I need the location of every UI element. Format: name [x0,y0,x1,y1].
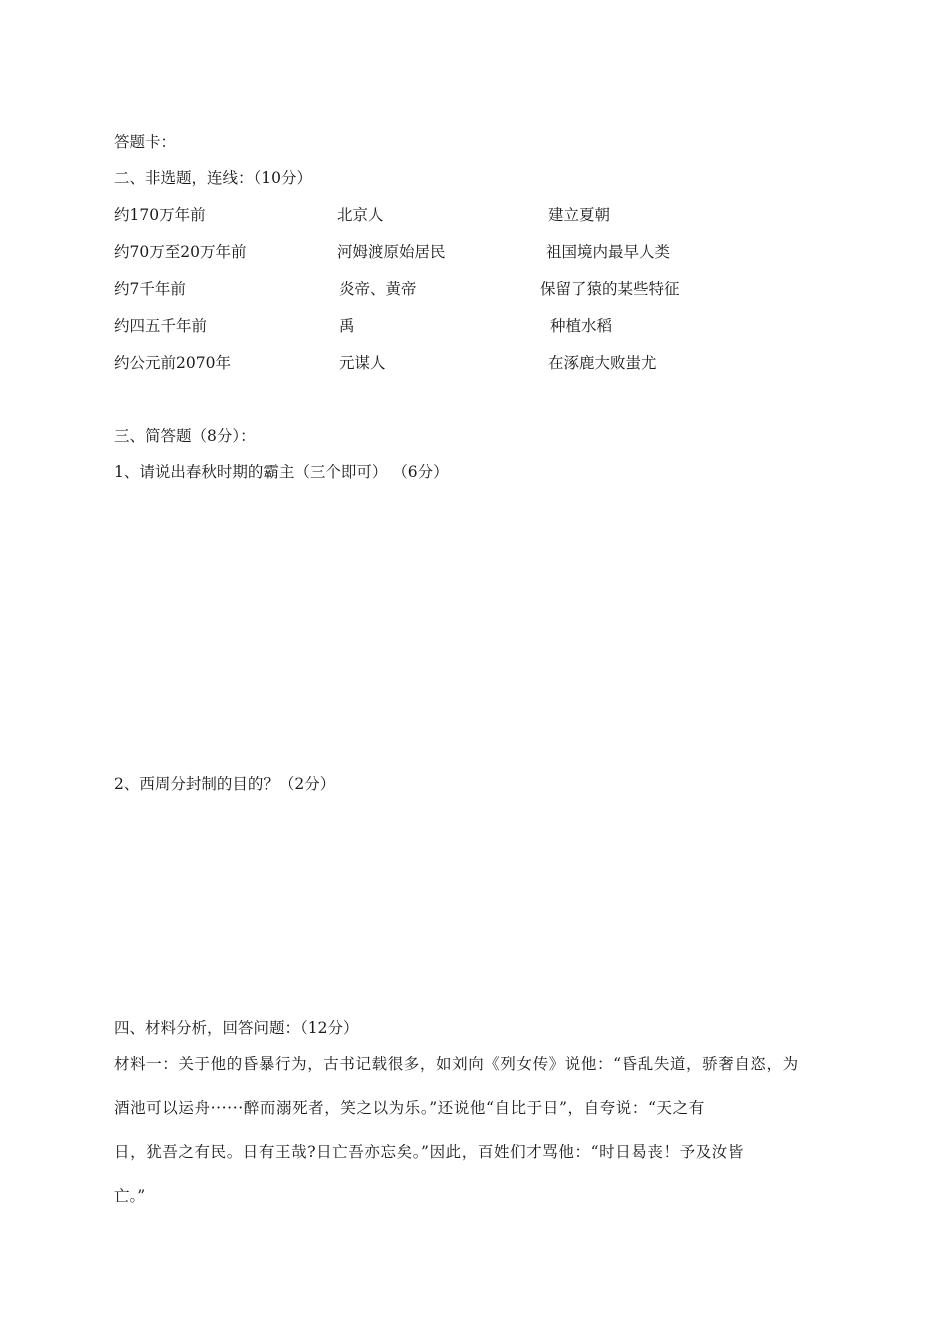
section4-title: 四、材料分析，回答问题：（12分） [114,1019,359,1037]
right-item: 建立夏朝 [548,206,611,224]
section2-title: 二、非选题，连线：（10分） [114,169,312,187]
question-1: 1、请说出春秋时期的霸主（三个即可） （6分） [114,463,449,481]
time-item: 约70万至20万年前 [114,243,247,261]
time-item: 约四五千年前 [114,317,208,335]
right-item: 在涿鹿大败蚩尤 [548,354,657,372]
answer-card-heading: 答题卡： [114,133,177,151]
right-item: 祖国境内最早人类 [546,243,671,261]
middle-item: 北京人 [337,206,384,224]
right-item: 种植水稻 [550,317,613,335]
middle-item: 禹 [339,317,355,335]
time-item: 约170万年前 [114,206,206,224]
section3-title: 三、简答题（8分）： [114,427,256,445]
material-line: 材料一：关于他的昏暴行为，古书记载很多，如刘向《列女传》说他：“昏乱失道，骄奢自恣，为 [114,1055,799,1073]
right-item: 保留了猿的某些特征 [540,280,680,298]
time-item: 约7千年前 [114,280,186,298]
middle-item: 炎帝、黄帝 [339,280,417,298]
middle-item: 河姆渡原始居民 [337,243,446,261]
middle-item: 元谋人 [339,354,386,372]
material-line: 酒池可以运舟······醉而溺死者，笑之以为乐。”还说他“自比于日”，自夸说：“天之有 [114,1099,705,1117]
material-line: 日，犹吾之有民。日有王哉?日亡吾亦忘矣。”因此，百姓们才骂他：“时日曷丧！予及汝皆 [114,1143,745,1161]
material-line: 亡。” [114,1187,146,1205]
time-item: 约公元前2070年 [114,354,231,372]
question-2: 2、西周分封制的目的？（2分） [114,775,336,793]
